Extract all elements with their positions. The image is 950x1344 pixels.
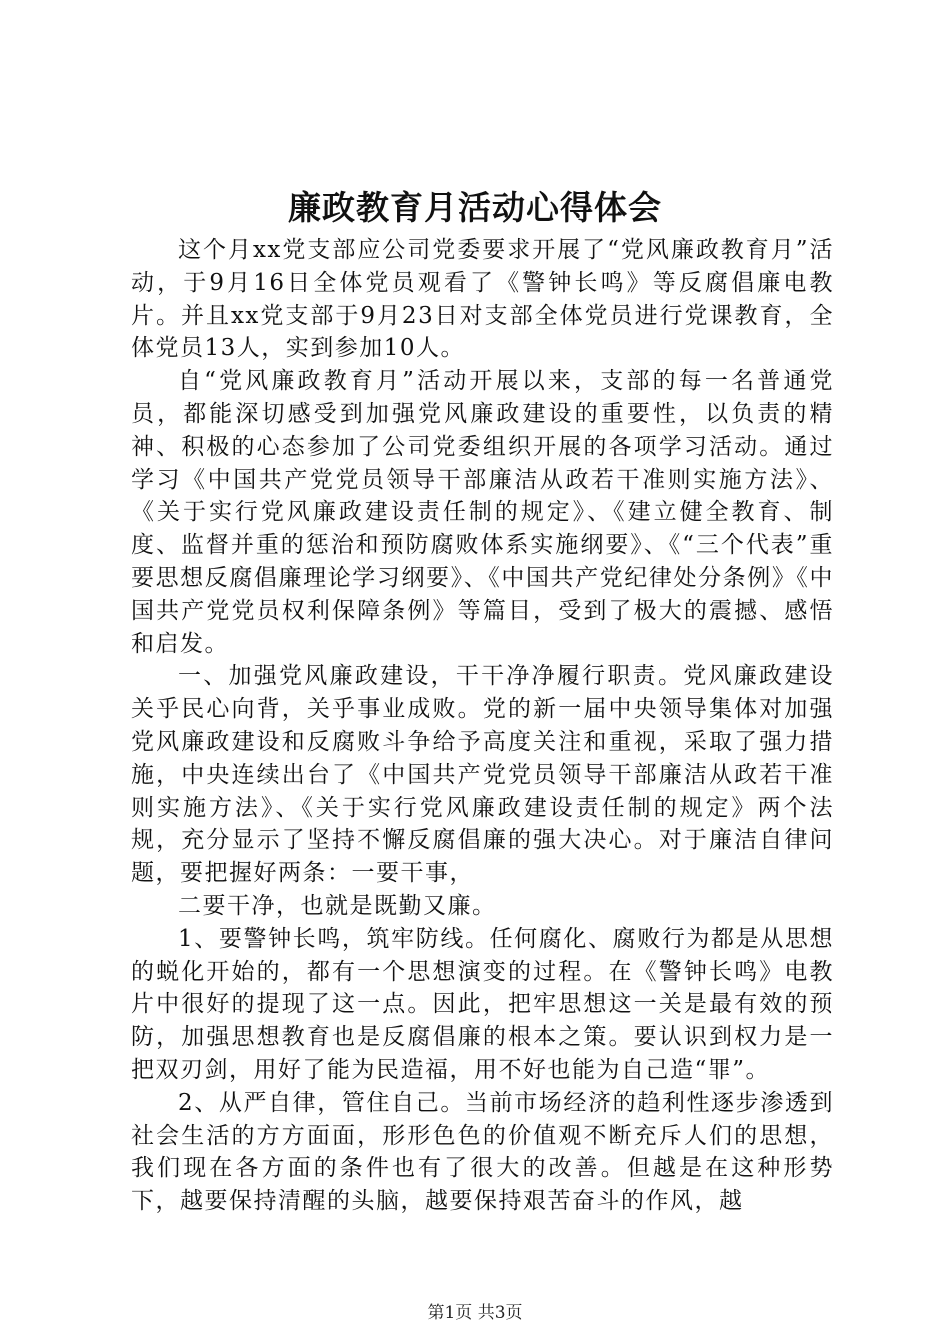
paragraph-intro: 这个月xx党支部应公司党委要求开展了“党风廉政教育月”活动，于9月16日全体党员观看了《警钟长鸣》等反腐倡廉电教片。并且xx党支部于9月23日对支部全体党员进行党课教育，全体党员13人，实到参加10人。 [131, 237, 834, 362]
paragraph-section-one: 一、加强党风廉政建设，干干净净履行职责。党风廉政建设关乎民心向背，关乎事业成败。党的新一届中央领导集体对加强党风廉政建设和反腐败斗争给予高度关注和重视，采取了强力措施，中央连续出台了《中国共产党党员领导干部廉洁从政若干准则实施方法》、《关于实行党风廉政建设责任制的规定》两个法规，充分显示了坚持不懈反腐倡廉的强大决心。对于廉洁自律问题，要把握好两条：一要干事， [131, 663, 834, 887]
page-footer: 第1页 共3页 [427, 1303, 523, 1323]
paragraph-diligent-honest: 二要干净，也就是既勤又廉。 [178, 892, 497, 919]
paragraph-item-two: 2、从严自律，管住自己。当前市场经济的趋利性逐步渗透到社会生活的方方面面，形形色色的价值观不断充斥人们的思想，我们现在各方面的条件也有了很大的改善。但越是在这种形势下，越要保持清醒的头脑，越要保持艰苦奋斗的作风，越 [131, 1089, 834, 1215]
document-title: 廉政教育月活动心得体会 [288, 188, 662, 227]
paragraph-study: 自“党风廉政教育月”活动开展以来，支部的每一名普通党员，都能深切感受到加强党风廉政建设的重要性，以负责的精神、积极的心态参加了公司党委组织开展的各项学习活动。通过学习《中国共产党党员领导干部廉洁从政若干准则实施方法》、《关于实行党风廉政建设责任制的规定》、《建立健全教育、制度、监督并重的惩治和预防腐败体系实施纲要》、《“三个代表”重要思想反腐倡廉理论学习纲要》、《中国共产党纪律处分条例》《中国共产党党员权利保障条例》等篇目，受到了极大的震撼、感悟和启发。 [131, 368, 834, 657]
paragraph-item-one: 1、要警钟长鸣，筑牢防线。任何腐化、腐败行为都是从思想的蜕化开始的，都有一个思想演变的过程。在《警钟长鸣》电教片中很好的提现了这一点。因此，把牢思想这一关是最有效的预防，加强思想教育也是反腐倡廉的根本之策。要认识到权力是一把双刃剑，用好了能为民造福，用不好也能为自己造“罪”。 [131, 925, 834, 1083]
document-body [131, 234, 834, 1218]
